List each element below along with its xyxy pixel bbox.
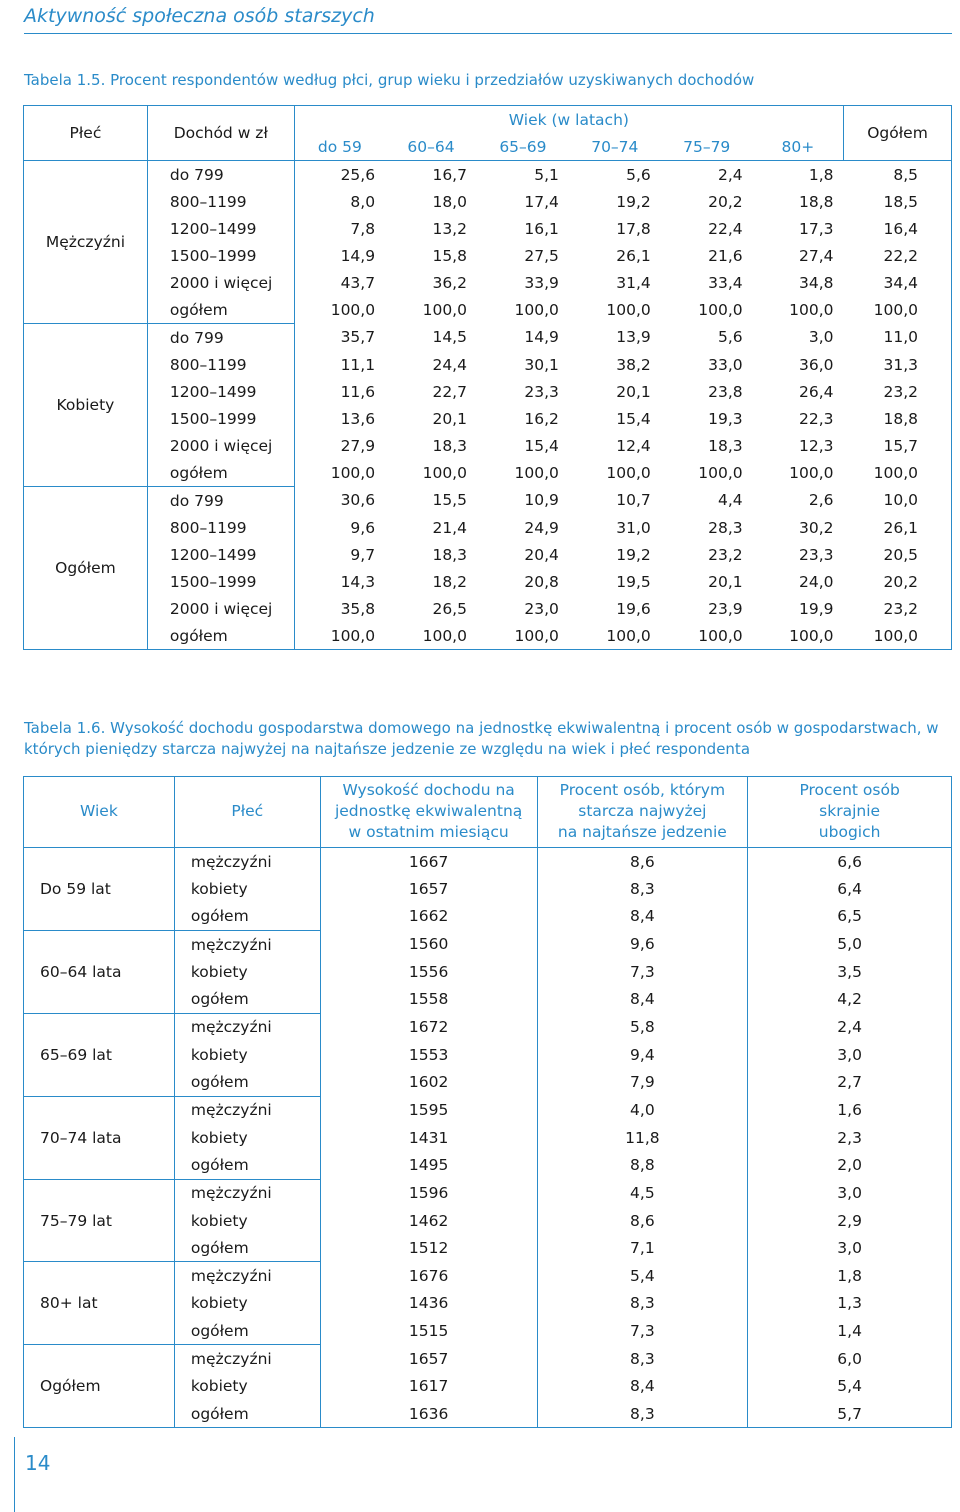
- sex-label: ogółem: [174, 1234, 320, 1262]
- age-group-label: 75–79 lat: [24, 1179, 175, 1262]
- value-cell: 8,4: [537, 1373, 748, 1400]
- sex-label: mężczyźni: [174, 930, 320, 958]
- total-cell: 18,8: [844, 405, 952, 432]
- value-cell: 100,0: [477, 622, 569, 650]
- sex-label: ogółem: [174, 985, 320, 1013]
- table-row: [24, 215, 952, 242]
- table-row: [24, 514, 952, 541]
- value-cell: 8,0: [294, 188, 385, 215]
- value-cell: 1657: [320, 875, 537, 902]
- value-cell: 1676: [320, 1262, 537, 1290]
- value-cell: 1515: [320, 1317, 537, 1345]
- value-cell: 14,9: [294, 242, 385, 269]
- value-cell: 26,1: [616, 246, 651, 265]
- value-cell: 17,3: [799, 219, 834, 238]
- total-cell: 26,1: [844, 514, 952, 541]
- col-header-sex: Płeć: [24, 106, 148, 161]
- value-cell: 7,9: [537, 1068, 748, 1096]
- value-cell: 18,3: [708, 436, 743, 455]
- value-cell: 13,6: [294, 405, 385, 432]
- value-cell: 27,4: [799, 246, 834, 265]
- total-cell: 20,5: [844, 541, 952, 568]
- value-cell: 20,4: [524, 545, 559, 564]
- value-cell: 31,4: [616, 273, 651, 292]
- sex-label: mężczyźni: [174, 1096, 320, 1124]
- value-cell: 24,4: [432, 355, 467, 374]
- value-cell: 36,2: [432, 273, 467, 292]
- age-col-header: 60–64: [385, 133, 477, 161]
- value-cell: 5,4: [537, 1262, 748, 1290]
- value-cell: 1662: [320, 903, 537, 931]
- income-label: ogółem: [147, 622, 294, 650]
- col-header-total: Ogółem: [844, 106, 952, 161]
- value-cell: 28,3: [708, 518, 743, 537]
- value-cell: 1462: [320, 1207, 537, 1234]
- value-cell: 1553: [320, 1041, 537, 1068]
- income-label: 2000 i więcej: [147, 595, 294, 622]
- value-cell: 22,7: [432, 382, 467, 401]
- value-cell: 35,7: [294, 324, 385, 352]
- total-cell: 20,2: [844, 568, 952, 595]
- value-cell: 30,2: [799, 518, 834, 537]
- value-cell: 1602: [320, 1068, 537, 1096]
- value-cell: 2,6: [808, 491, 834, 510]
- total-cell: 100,0: [844, 296, 952, 324]
- value-cell: 24,9: [524, 518, 559, 537]
- col-header-income-line: Wysokość dochodu na: [342, 781, 515, 799]
- value-cell: 22,4: [708, 219, 743, 238]
- table-row: [24, 595, 952, 622]
- income-label: ogółem: [147, 296, 294, 324]
- value-cell: 4,5: [537, 1179, 748, 1207]
- value-cell: 1556: [320, 958, 537, 985]
- value-cell: 22,3: [799, 409, 834, 428]
- table-row: [24, 242, 952, 269]
- table-row: [24, 405, 952, 432]
- value-cell: 3,5: [748, 958, 952, 985]
- col-header-sex: Płeć: [174, 777, 320, 848]
- value-cell: 100,0: [294, 296, 385, 324]
- table-row: [24, 1013, 952, 1041]
- income-label: 800–1199: [147, 514, 294, 541]
- total-cell: 18,5: [844, 188, 952, 215]
- value-cell: 36,0: [799, 355, 834, 374]
- sex-label: kobiety: [174, 1124, 320, 1151]
- income-label: 800–1199: [147, 188, 294, 215]
- sex-label: kobiety: [174, 1373, 320, 1400]
- income-label: do 799: [147, 324, 294, 352]
- value-cell: 18,0: [432, 192, 467, 211]
- value-cell: 2,9: [748, 1207, 952, 1234]
- value-cell: 18,3: [432, 545, 467, 564]
- page-number-rule: [14, 1437, 15, 1512]
- table-row: [24, 930, 952, 958]
- sex-label: kobiety: [174, 1290, 320, 1317]
- value-cell: 8,3: [537, 875, 748, 902]
- col-header-food: [537, 777, 748, 848]
- age-group-label: Ogółem: [24, 1345, 175, 1428]
- total-cell: 34,4: [844, 269, 952, 296]
- value-cell: 15,5: [432, 491, 467, 510]
- table-row: [24, 622, 952, 650]
- value-cell: 24,0: [799, 572, 834, 591]
- table-row: [24, 269, 952, 296]
- value-cell: 1595: [320, 1096, 537, 1124]
- value-cell: 100,0: [698, 463, 743, 482]
- income-label: 1500–1999: [147, 242, 294, 269]
- sex-label: mężczyźni: [174, 1345, 320, 1373]
- value-cell: 38,2: [616, 355, 651, 374]
- table-row: [24, 848, 952, 876]
- age-col-header: 80+: [753, 133, 844, 161]
- table-row: [24, 1179, 952, 1207]
- income-label: 1500–1999: [147, 568, 294, 595]
- value-cell: 8,4: [537, 985, 748, 1013]
- age-col-header: 70–74: [569, 133, 661, 161]
- value-cell: 1667: [320, 848, 537, 876]
- col-header-income: [320, 777, 537, 848]
- value-cell: 19,2: [616, 192, 651, 211]
- total-cell: 22,2: [844, 242, 952, 269]
- value-cell: 5,8: [537, 1013, 748, 1041]
- value-cell: 11,1: [294, 351, 385, 378]
- age-col-header: 75–79: [661, 133, 753, 161]
- total-cell: 15,7: [844, 432, 952, 459]
- total-cell: 8,5: [844, 161, 952, 189]
- value-cell: 19,9: [799, 599, 834, 618]
- value-cell: 3,0: [748, 1041, 952, 1068]
- value-cell: 8,6: [537, 1207, 748, 1234]
- value-cell: 1,6: [748, 1096, 952, 1124]
- col-header-age: Wiek (w latach): [294, 106, 843, 134]
- age-col-header: do 59: [294, 133, 385, 161]
- income-label: do 799: [147, 487, 294, 515]
- value-cell: 33,4: [708, 273, 743, 292]
- sex-label: mężczyźni: [174, 1013, 320, 1041]
- value-cell: 100,0: [514, 463, 559, 482]
- sex-label: kobiety: [174, 1041, 320, 1068]
- group-label: Mężczyźni: [24, 161, 148, 324]
- value-cell: 23,3: [524, 382, 559, 401]
- value-cell: 4,4: [717, 491, 743, 510]
- value-cell: 1596: [320, 1179, 537, 1207]
- value-cell: 8,3: [537, 1400, 748, 1428]
- value-cell: 11,8: [537, 1124, 748, 1151]
- value-cell: 11,6: [294, 378, 385, 405]
- value-cell: 27,9: [294, 432, 385, 459]
- value-cell: 100,0: [385, 622, 477, 650]
- value-cell: 18,8: [799, 192, 834, 211]
- value-cell: 5,0: [748, 930, 952, 958]
- group-label: Kobiety: [24, 324, 148, 487]
- value-cell: 15,4: [616, 409, 651, 428]
- sex-label: ogółem: [174, 1068, 320, 1096]
- age-group-label: 60–64 lata: [24, 930, 175, 1013]
- total-cell: 11,0: [844, 324, 952, 352]
- group-label: Ogółem: [24, 487, 148, 650]
- table-1-5-caption: Tabela 1.5. Procent respondentów według płci, grup wieku i przedziałów uzyskiwanych dochodów: [24, 71, 755, 89]
- value-cell: 100,0: [606, 300, 651, 319]
- age-group-label: 70–74 lata: [24, 1096, 175, 1179]
- value-cell: 100,0: [422, 463, 467, 482]
- sex-label: mężczyźni: [174, 848, 320, 876]
- age-col-header: 65–69: [477, 133, 569, 161]
- income-label: 1200–1499: [147, 541, 294, 568]
- value-cell: 100,0: [569, 622, 661, 650]
- value-cell: 1,4: [748, 1317, 952, 1345]
- value-cell: 3,0: [748, 1234, 952, 1262]
- value-cell: 7,1: [537, 1234, 748, 1262]
- value-cell: 20,2: [708, 192, 743, 211]
- value-cell: 1636: [320, 1400, 537, 1428]
- value-cell: 2,3: [748, 1124, 952, 1151]
- value-cell: 100,0: [753, 622, 844, 650]
- col-header-poor-line: ubogich: [818, 823, 881, 841]
- value-cell: 1436: [320, 1290, 537, 1317]
- value-cell: 1,8: [808, 165, 834, 184]
- value-cell: 14,9: [524, 328, 559, 347]
- age-group-label: 65–69 lat: [24, 1013, 175, 1096]
- total-cell: 100,0: [844, 622, 952, 650]
- col-header-food-line: na najtańsze jedzenie: [557, 823, 727, 841]
- col-header-age: Wiek: [24, 777, 175, 848]
- value-cell: 14,5: [432, 328, 467, 347]
- value-cell: 16,7: [432, 165, 467, 184]
- value-cell: 1,3: [748, 1290, 952, 1317]
- table-1-5: [23, 105, 952, 650]
- col-header-food-line: starcza najwyżej: [578, 802, 707, 820]
- value-cell: 100,0: [422, 300, 467, 319]
- value-cell: 100,0: [294, 622, 385, 650]
- table-row: [24, 487, 952, 515]
- value-cell: 1672: [320, 1013, 537, 1041]
- total-cell: 10,0: [844, 487, 952, 515]
- value-cell: 7,3: [537, 1317, 748, 1345]
- value-cell: 7,3: [537, 958, 748, 985]
- value-cell: 4,2: [748, 985, 952, 1013]
- table-row: [24, 1262, 952, 1290]
- value-cell: 5,1: [534, 165, 559, 184]
- value-cell: 30,6: [294, 487, 385, 515]
- value-cell: 100,0: [789, 463, 834, 482]
- running-head: Aktywność społeczna osób starszych: [24, 5, 375, 27]
- value-cell: 6,6: [748, 848, 952, 876]
- sex-label: kobiety: [174, 958, 320, 985]
- value-cell: 2,4: [748, 1013, 952, 1041]
- value-cell: 10,9: [524, 491, 559, 510]
- value-cell: 100,0: [294, 459, 385, 487]
- value-cell: 8,8: [537, 1151, 748, 1179]
- income-label: 1500–1999: [147, 405, 294, 432]
- value-cell: 1657: [320, 1345, 537, 1373]
- value-cell: 33,0: [708, 355, 743, 374]
- value-cell: 5,7: [748, 1400, 952, 1428]
- table-row: [24, 568, 952, 595]
- table-row: [24, 161, 952, 189]
- income-label: 2000 i więcej: [147, 269, 294, 296]
- value-cell: 9,4: [537, 1041, 748, 1068]
- table-row: [24, 324, 952, 352]
- value-cell: 100,0: [514, 300, 559, 319]
- value-cell: 15,8: [432, 246, 467, 265]
- value-cell: 23,9: [708, 599, 743, 618]
- value-cell: 9,6: [537, 930, 748, 958]
- sex-label: ogółem: [174, 903, 320, 931]
- value-cell: 100,0: [661, 622, 753, 650]
- table-row: [24, 351, 952, 378]
- value-cell: 14,3: [294, 568, 385, 595]
- value-cell: 9,7: [294, 541, 385, 568]
- value-cell: 20,1: [616, 382, 651, 401]
- income-label: 1200–1499: [147, 378, 294, 405]
- value-cell: 23,0: [524, 599, 559, 618]
- value-cell: 1,8: [748, 1262, 952, 1290]
- value-cell: 12,4: [616, 436, 651, 455]
- value-cell: 27,5: [524, 246, 559, 265]
- value-cell: 26,5: [432, 599, 467, 618]
- total-cell: 31,3: [844, 351, 952, 378]
- value-cell: 5,4: [748, 1373, 952, 1400]
- income-label: ogółem: [147, 459, 294, 487]
- value-cell: 20,1: [708, 572, 743, 591]
- col-header-income-line: w ostatnim miesiącu: [348, 823, 509, 841]
- value-cell: 7,8: [294, 215, 385, 242]
- income-label: do 799: [147, 161, 294, 189]
- total-cell: 23,2: [844, 595, 952, 622]
- value-cell: 33,9: [524, 273, 559, 292]
- value-cell: 6,0: [748, 1345, 952, 1373]
- value-cell: 19,5: [616, 572, 651, 591]
- col-header-poor-line: Procent osób: [799, 781, 900, 799]
- table-row: [24, 296, 952, 324]
- sex-label: mężczyźni: [174, 1179, 320, 1207]
- value-cell: 9,6: [294, 514, 385, 541]
- value-cell: 8,4: [537, 903, 748, 931]
- value-cell: 30,1: [524, 355, 559, 374]
- sex-label: mężczyźni: [174, 1262, 320, 1290]
- value-cell: 1558: [320, 985, 537, 1013]
- table-1-6-caption: Tabela 1.6. Wysokość dochodu gospodarstwa domowego na jednostkę ekwiwalentną i procent osób w gospodarstwach, w których pieniędzy starcza najwyżej na najtańsze jedzenie ze względu na wiek i płeć respondenta: [24, 719, 939, 758]
- value-cell: 21,6: [708, 246, 743, 265]
- col-header-income-line: jednostkę ekwiwalentną: [334, 802, 523, 820]
- value-cell: 20,1: [432, 409, 467, 428]
- value-cell: 100,0: [606, 463, 651, 482]
- value-cell: 5,6: [626, 165, 651, 184]
- sex-label: kobiety: [174, 1207, 320, 1234]
- value-cell: 15,4: [524, 436, 559, 455]
- value-cell: 6,4: [748, 875, 952, 902]
- value-cell: 1560: [320, 930, 537, 958]
- value-cell: 5,6: [717, 328, 743, 347]
- value-cell: 23,3: [799, 545, 834, 564]
- col-header-poor-line: skrajnie: [819, 802, 881, 820]
- value-cell: 18,2: [432, 572, 467, 591]
- value-cell: 100,0: [789, 300, 834, 319]
- value-cell: 17,8: [616, 219, 651, 238]
- page-number: 14: [25, 1451, 51, 1475]
- value-cell: 1617: [320, 1373, 537, 1400]
- total-cell: 16,4: [844, 215, 952, 242]
- sex-label: ogółem: [174, 1151, 320, 1179]
- total-cell: 100,0: [844, 459, 952, 487]
- col-header-income: Dochód w zł: [147, 106, 294, 161]
- value-cell: 1495: [320, 1151, 537, 1179]
- value-cell: 26,4: [799, 382, 834, 401]
- value-cell: 20,8: [524, 572, 559, 591]
- value-cell: 12,3: [799, 436, 834, 455]
- table-row: [24, 1096, 952, 1124]
- value-cell: 43,7: [294, 269, 385, 296]
- total-cell: 23,2: [844, 378, 952, 405]
- value-cell: 13,2: [432, 219, 467, 238]
- value-cell: 8,3: [537, 1345, 748, 1373]
- value-cell: 2,4: [717, 165, 743, 184]
- value-cell: 2,0: [748, 1151, 952, 1179]
- value-cell: 100,0: [698, 300, 743, 319]
- value-cell: 23,8: [708, 382, 743, 401]
- table-1-6: [23, 776, 952, 1428]
- value-cell: 17,4: [524, 192, 559, 211]
- table-row: [24, 432, 952, 459]
- income-label: 1200–1499: [147, 215, 294, 242]
- value-cell: 3,0: [808, 328, 834, 347]
- sex-label: kobiety: [174, 875, 320, 902]
- sex-label: ogółem: [174, 1317, 320, 1345]
- value-cell: 10,7: [616, 491, 651, 510]
- col-header-poor: [748, 777, 952, 848]
- value-cell: 31,0: [616, 518, 651, 537]
- value-cell: 8,6: [537, 848, 748, 876]
- value-cell: 1512: [320, 1234, 537, 1262]
- value-cell: 2,7: [748, 1068, 952, 1096]
- value-cell: 8,3: [537, 1290, 748, 1317]
- value-cell: 19,2: [616, 545, 651, 564]
- age-group-label: Do 59 lat: [24, 848, 175, 931]
- value-cell: 21,4: [432, 518, 467, 537]
- value-cell: 16,2: [524, 409, 559, 428]
- value-cell: 1431: [320, 1124, 537, 1151]
- table-row: [24, 1345, 952, 1373]
- value-cell: 4,0: [537, 1096, 748, 1124]
- value-cell: 23,2: [708, 545, 743, 564]
- col-header-food-line: Procent osób, którym: [559, 781, 726, 799]
- income-label: 2000 i więcej: [147, 432, 294, 459]
- table-row: [24, 188, 952, 215]
- value-cell: 19,6: [616, 599, 651, 618]
- value-cell: 13,9: [616, 328, 651, 347]
- value-cell: 6,5: [748, 903, 952, 931]
- income-label: 800–1199: [147, 351, 294, 378]
- table-row: [24, 541, 952, 568]
- value-cell: 16,1: [524, 219, 559, 238]
- value-cell: 34,8: [799, 273, 834, 292]
- value-cell: 35,8: [294, 595, 385, 622]
- table-row: [24, 378, 952, 405]
- value-cell: 18,3: [432, 436, 467, 455]
- value-cell: 25,6: [294, 161, 385, 189]
- table-row: [24, 459, 952, 487]
- value-cell: 3,0: [748, 1179, 952, 1207]
- sex-label: ogółem: [174, 1400, 320, 1428]
- header-rule: [24, 33, 952, 34]
- value-cell: 19,3: [708, 409, 743, 428]
- age-group-label: 80+ lat: [24, 1262, 175, 1345]
